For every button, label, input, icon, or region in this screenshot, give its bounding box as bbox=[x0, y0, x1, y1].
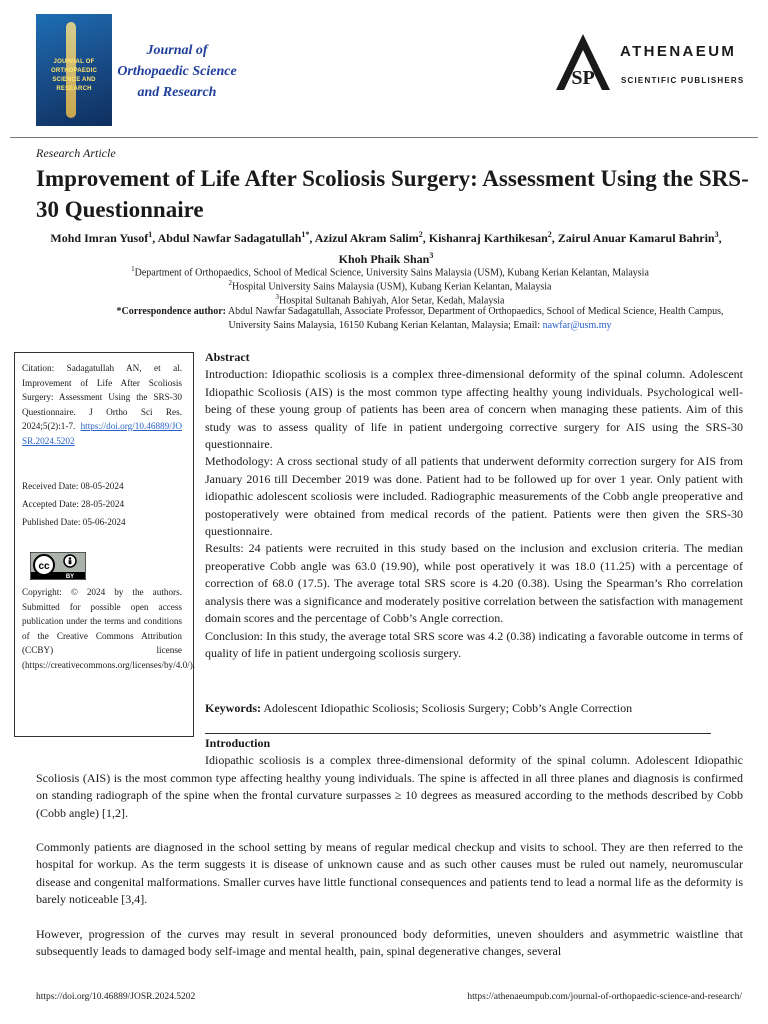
keywords: Keywords: Adolescent Idiopathic Scoliosis; Scoliosis Surgery; Cobb’s Angle Correction bbox=[205, 701, 633, 715]
introduction-paragraph-1: Idiopathic scoliosis is a complex three-dimensional deformity of the spinal column. Adolescent Idiopathic Scoliosis (AIS) is the most common type affecting healthy young individuals. The spine is affected in all three planes and diagnosis is confirmed on standing radiograph of the spine when the frontal curvature surpasses ≥ 10 degrees as measured according to the methods described by Cobb (Cobb angle) [1,2]. bbox=[36, 753, 743, 820]
author-name: Mohd Imran Yusof$^1$ bbox=[50, 230, 153, 245]
author-name: Zairul Anuar Kamarul Bahrin$^3$ bbox=[557, 230, 719, 245]
header-divider bbox=[10, 137, 758, 138]
received-date: Received Date: 08-05-2024 bbox=[22, 481, 124, 491]
footer-journal-url: https://athenaeumpub.com/journal-of-orthopaedic-science-and-research/ bbox=[467, 992, 742, 1002]
abstract-introduction: Introduction: Idiopathic scoliosis is a complex three-dimensional deformity of the spinal column. Adolescent Idiopathic Scoliosis (AIS) is the most common type affecting healthy young individuals. Psychological well-being of these young group of patients has been area of concern when managing these patients. Aim of this study was to assess quality of life in patient undergoing corrective surgery for AIS using the SRS-30 questionnaire. bbox=[205, 367, 743, 452]
introduction-section bbox=[36, 735, 743, 960]
introduction-heading: Introduction bbox=[205, 736, 271, 750]
published-date: Published Date: 05-06-2024 bbox=[22, 517, 126, 527]
author-name: Kishanraj Karthikesan$^2$ bbox=[428, 230, 552, 245]
author-list: Mohd Imran Yusof$^1$, Abdul Nawfar Sadagatullah$^{1*}$, Azizul Akram Salim$^2$, Kishanraj Karthikesan$^2$, Zairul Anuar Kamarul Bahrin$^3$, Khoh Phaik Shan$^3$ bbox=[50, 230, 722, 266]
article-title: Improvement of Life After Scoliosis Surgery: Assessment Using the SRS-30 Questionnaire bbox=[36, 166, 749, 222]
affiliation-1: $^1$Department of Orthopaedics, School of Medical Science, University Sains Malaysia (USM), Kubang Kerian Kelantan, Malaysia bbox=[131, 265, 649, 279]
keywords-divider bbox=[205, 733, 711, 734]
publisher-name: ATHENAEUM bbox=[620, 43, 737, 60]
journal-cover-image bbox=[36, 14, 112, 126]
svg-text:BY: BY bbox=[65, 574, 75, 580]
svg-text:SP: SP bbox=[571, 67, 595, 89]
citation-text: Citation: Sadagatullah AN, et al. Improvement of Life After Scoliosis Surgery: Assessment Using the SRS-30 Questionnaire. J Ortho Sci Res. 2024;5(2):1-7. https://doi.org/10.46889/JOSR.2024.5202 bbox=[22, 363, 182, 446]
article-type: Research Article bbox=[36, 146, 116, 160]
journal-title: Journal of Orthopaedic Science and Research bbox=[117, 43, 237, 100]
correspondence-author: *Correspondence author: Abdul Nawfar Sadagatullah, Associate Professor, Department of Orthopaedics, School of Medical Science, Health Campus, University Sains Malaysia, 16150 Kubang Kerian Kelantan, Malaysia; Email: nawfar@usm.my bbox=[116, 306, 724, 331]
correspondence-email-link[interactable]: nawfar@usm.my bbox=[542, 320, 612, 331]
author-name: Khoh Phaik Shan$^3$ bbox=[338, 251, 434, 266]
creative-commons-by-icon bbox=[30, 552, 86, 580]
abstract-conclusion: Conclusion: In this study, the average total SRS score was 4.2 (0.38) indicating a favorable outcome in terms of quality of life in patient undergoing scoliosis surgery. bbox=[205, 628, 743, 660]
copyright-text: Copyright: © 2024 by the authors. Submitted for possible open access publication under the terms and conditions of the Creative Commons Attribution (CCBY) license (https://creativecommons.org/licenses/by/4.0/). bbox=[22, 587, 196, 670]
abstract-methodology: Methodology: A cross sectional study of all patients that underwent deformity correction surgery for AIS from January 2016 till December 2019 was done. Patient had to be followed up for over 1 year. Only patient with idiopathic adolescent scoliosis were included. Radiographic measurements of the Cobb angle preoperative and postoperatively were obtained from medical records of the patient. Patients were then given the SRS-30 questionnaire. bbox=[205, 454, 743, 539]
author-name: Abdul Nawfar Sadagatullah$^{1*}$ bbox=[157, 230, 310, 245]
doi-link[interactable]: https://doi.org/10.46889/JOSR.2024.5202 bbox=[22, 421, 182, 446]
svg-text:cc: cc bbox=[38, 561, 50, 572]
introduction-paragraph-3: However, progression of the curves may result in several pronounced body deformities, uneven shoulders and asymmetric waistline that subsequently leads to damaged body self-image and mental health, pain, spinal degenerative changes, several bbox=[36, 926, 743, 959]
affiliation-2: $^2$Hospital University Sains Malaysia (USM), Kubang Kerian Kelantan, Malaysia bbox=[228, 279, 552, 293]
author-name: Azizul Akram Salim$^2$ bbox=[314, 230, 423, 245]
abstract-results: Results: 24 patients were recruited in this study based on the inclusion and exclusion criteria. The median preoperative Cobb angle was 63.0 (19.90), while post operatively it was 18.0 (11.25) with a percentage of correction of 68.0 (17.5). The average total SRS score is 4.20 (0.38). Using the Spearman’s Rho correlation analysis there was a significance and moderately positive correlation between the satisfaction with management domain scores and the percentage of Cobb’s Angle correction. bbox=[205, 541, 743, 626]
footer-doi: https://doi.org/10.46889/JOSR.2024.5202 bbox=[36, 992, 196, 1002]
abstract-section bbox=[205, 349, 743, 662]
athenaeum-logo-icon bbox=[552, 32, 614, 92]
journal-cover-text: JOURNAL OF ORTHOPAEDIC SCIENCE AND RESEARCH bbox=[50, 59, 98, 92]
publisher-subtitle: SCIENTIFIC PUBLISHERS bbox=[621, 76, 745, 85]
accepted-date: Accepted Date: 28-05-2024 bbox=[22, 499, 125, 509]
abstract-heading: Abstract bbox=[205, 350, 250, 364]
affiliation-3: $^3$Hospital Sultanah Bahiyah, Alor Setar, Kedah, Malaysia bbox=[275, 293, 505, 307]
introduction-paragraph-2: Commonly patients are diagnosed in the school setting by means of regular medical checkup and visits to school. They are then referred to the hospital for workup. As the term suggests it is disease of unknown cause and as such other causes must be ruled out namely, neuromuscular disease and congenital malformations. Smaller curves have little functional consequences and patients tend to lead a normal life as the deformity is barely noticeable [3,4]. bbox=[36, 840, 743, 907]
